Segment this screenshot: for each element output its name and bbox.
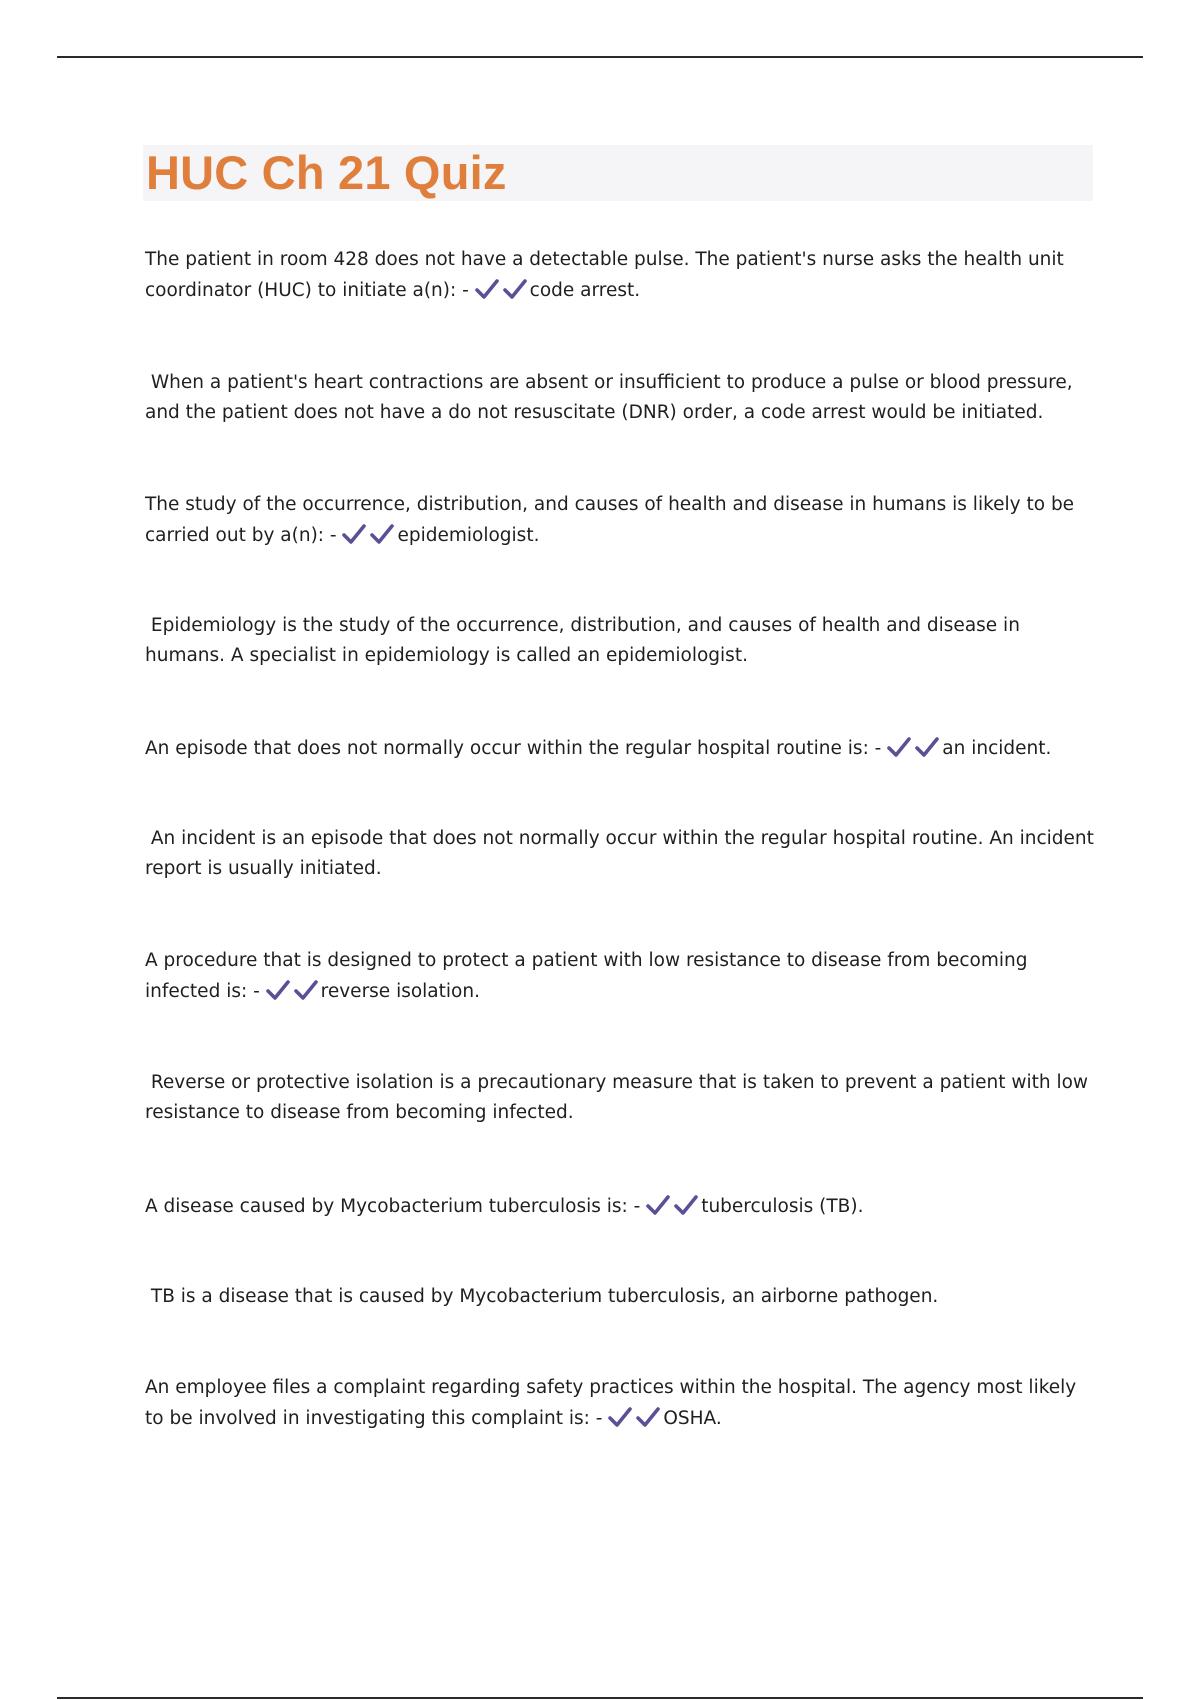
explanation-2-text: Epidemiology is the study of the occurrence, distribution, and causes of health and disease in humans. A specialist in epidemiology is called an epidemiologist. — [145, 615, 1020, 666]
double-check-icon — [646, 1196, 698, 1217]
question-6-text: An employee files a complaint regarding safety practices within the hospital. The agency most likely to be involved in investigating this complaint is: - — [145, 1377, 1077, 1429]
question-3-text: An episode that does not normally occur within the regular hospital routine is: - — [145, 738, 882, 759]
question-4 — [145, 945, 1095, 1007]
question-1-text: The patient in room 428 does not have a detectable pulse. The patient's nurse asks the health unit coordinator (HUC) to initiate a(n): - — [145, 249, 1064, 301]
question-5 — [145, 1191, 1095, 1222]
double-check-icon — [887, 738, 939, 759]
check-icon — [475, 278, 499, 300]
question-4-text: A procedure that is designed to protect a patient with low resistance to disease from becoming infected is: - — [145, 950, 1028, 1002]
bottom-rule — [57, 1697, 1143, 1699]
check-icon — [646, 1194, 670, 1216]
answer-3: an incident. — [942, 738, 1052, 759]
explanation-1 — [145, 368, 1095, 428]
top-rule — [57, 56, 1143, 58]
check-icon — [503, 278, 527, 300]
explanation-1-text: When a patient's heart contractions are absent or insufficient to produce a pulse or blood pressure, and the patient does not have a do not resuscitate (DNR) order, a code arrest would be initiated. — [145, 372, 1073, 423]
check-icon — [370, 523, 394, 545]
check-icon — [636, 1406, 660, 1428]
explanation-5-text: TB is a disease that is caused by Mycobacterium tuberculosis, an airborne pathogen. — [150, 1286, 939, 1307]
explanation-2 — [145, 611, 1095, 671]
check-icon — [266, 979, 290, 1001]
explanation-3-text: An incident is an episode that does not normally occur within the regular hospital routine. An incident report is usually initiated. — [145, 828, 1094, 879]
question-2-text: The study of the occurrence, distribution, and causes of health and disease in humans is likely to be carried out by a(n): - — [145, 494, 1075, 546]
question-6 — [145, 1372, 1095, 1434]
double-check-icon — [608, 1408, 660, 1429]
answer-6: OSHA. — [663, 1408, 722, 1429]
answer-2: epidemiologist. — [397, 525, 540, 546]
question-5-text: A disease caused by Mycobacterium tuberculosis is: - — [145, 1196, 641, 1217]
answer-4: reverse isolation. — [320, 981, 480, 1002]
double-check-icon — [342, 525, 394, 546]
check-icon — [674, 1194, 698, 1216]
check-icon — [608, 1406, 632, 1428]
answer-1: code arrest. — [529, 280, 641, 301]
question-3 — [145, 733, 1095, 764]
page-title: HUC Ch 21 Quiz — [146, 146, 507, 199]
check-icon — [887, 736, 911, 758]
explanation-4-text: Reverse or protective isolation is a precautionary measure that is taken to prevent a patient with low resistance to disease from becoming infected. — [145, 1072, 1089, 1123]
question-2 — [145, 489, 1095, 551]
explanation-5 — [145, 1282, 1095, 1312]
question-1 — [145, 244, 1095, 306]
check-icon — [342, 523, 366, 545]
check-icon — [294, 979, 318, 1001]
explanation-4 — [145, 1068, 1095, 1128]
double-check-icon — [266, 981, 318, 1002]
answer-5: tuberculosis (TB). — [701, 1196, 864, 1217]
check-icon — [915, 736, 939, 758]
explanation-3 — [145, 824, 1095, 884]
double-check-icon — [475, 280, 527, 301]
